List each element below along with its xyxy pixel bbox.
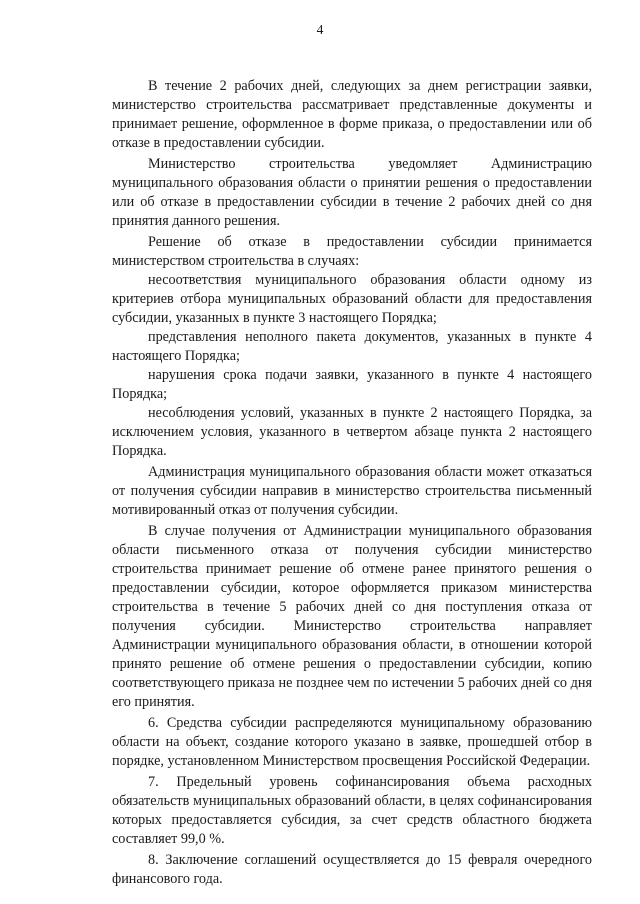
paragraph-refusal-cases: Решение об отказе в предоставлении субсидии принимается министерством строительства в случаях: xyxy=(112,234,592,269)
paragraph-notification: Министерство строительства уведомляет Администрацию муниципального образования области о принятии решения о предоставлении или об отказе в предоставлении субсидии в течение 2 рабочих дней со дня принятия данного решения. xyxy=(112,156,592,229)
list-item-incomplete-package: представления неполного пакета документов, указанных в пункте 4 настоящего Порядка; xyxy=(112,329,592,364)
document-body xyxy=(112,77,592,891)
paragraph-administration-refusal: Администрация муниципального образования области может отказаться от получения субсидии направив в министерство строительства письменный мотивированный отказ от получения субсидии. xyxy=(112,464,592,518)
paragraph-section-8: 8. Заключение соглашений осуществляется до 15 февраля очередного финансового года. xyxy=(112,852,592,887)
list-item-criteria-mismatch: несоответствия муниципального образования области одному из критериев отбора муниципальных образований области для предоставления субсидии, указанных в пункте 3 настоящего Порядка; xyxy=(112,272,592,326)
paragraph-review-deadline: В течение 2 рабочих дней, следующих за днем регистрации заявки, министерство строительства рассматривает представленные документы и принимает решение, оформленное в форме приказа, о предоставлении или об отказе в предоставлении субсидии. xyxy=(112,78,592,151)
paragraph-refusal-processing: В случае получения от Администрации муниципального образования области письменного отказа от получения субсидии министерство строительства принимает решение об отмене ранее принятого решения о предоставлении субсидии, которое оформляется приказом министерства строительства в течение 5 рабочих дней со дня поступления отказа от получения субсидии. Министерство строительства направляет Администрации муниципального образования области, в отношении которой принято решение об отмене решения о предоставлении субсидии, копию соответствующего приказа не позднее чем по истечении 5 рабочих дней со дня его принятия. xyxy=(112,523,592,710)
paragraph-section-7: 7. Предельный уровень софинансирования объема расходных обязательств муниципальных образований области, в целях софинансирования которых предоставляется субсидия, за счет средств областного бюджета составляет 99,0 %. xyxy=(112,774,592,847)
list-item-conditions-not-met: несоблюдения условий, указанных в пункте 2 настоящего Порядка, за исключением условия, указанного в четвертом абзаце пункта 2 настоящего Порядка. xyxy=(112,405,592,459)
page-number: 4 xyxy=(316,22,324,37)
paragraph-section-6: 6. Средства субсидии распределяются муниципальному образованию области на объект, создание которого указано в заявке, прошедшей отбор в порядке, установленном Министерством просвещения Российской Федерации. xyxy=(112,715,592,769)
list-item-deadline-violation: нарушения срока подачи заявки, указанного в пункте 4 настоящего Порядка; xyxy=(112,367,592,402)
